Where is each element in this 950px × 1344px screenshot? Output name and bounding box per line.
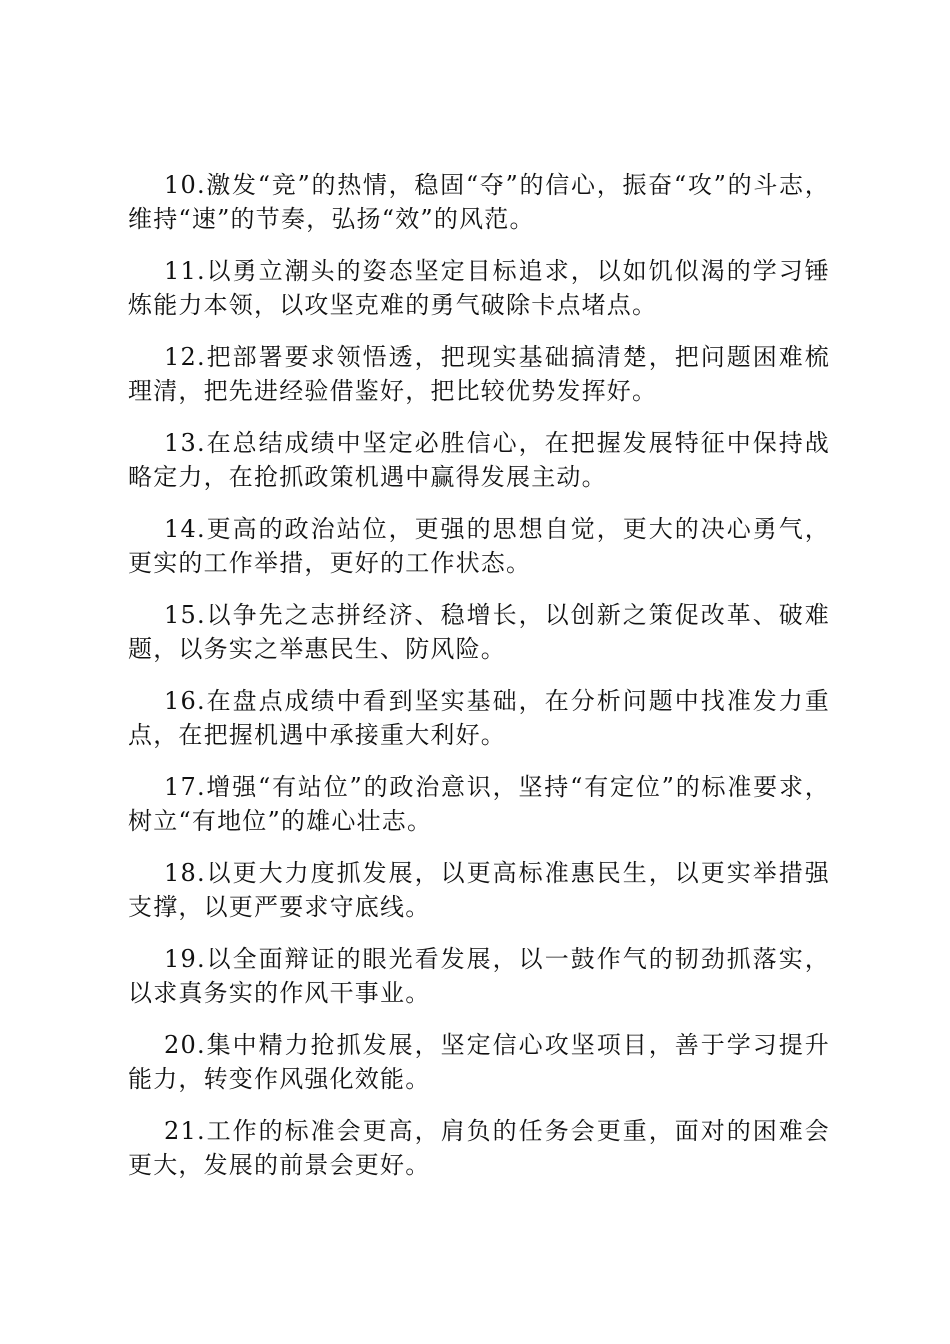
paragraph-16: 16.在盘点成绩中看到坚实基础，在分析问题中找准发力重点，在把握机遇中承接重大利好。 bbox=[128, 687, 830, 749]
document-body bbox=[128, 168, 830, 1200]
paragraph-21: 21.工作的标准会更高，肩负的任务会更重，面对的困难会更大，发展的前景会更好。 bbox=[128, 1117, 830, 1179]
paragraph-10: 10.激发“竞”的热情，稳固“夺”的信心，振奋“攻”的斗志，维持“速”的节奏，弘扬“效”的风范。 bbox=[128, 171, 830, 233]
paragraph-18: 18.以更大力度抓发展，以更高标准惠民生，以更实举措强支撑，以更严要求守底线。 bbox=[128, 859, 830, 921]
paragraph-20: 20.集中精力抢抓发展，坚定信心攻坚项目，善于学习提升能力，转变作风强化效能。 bbox=[128, 1031, 830, 1093]
paragraph-11: 11.以勇立潮头的姿态坚定目标追求，以如饥似渴的学习锤炼能力本领，以攻坚克难的勇气破除卡点堵点。 bbox=[128, 257, 830, 319]
paragraph-14: 14.更高的政治站位，更强的思想自觉，更大的决心勇气，更实的工作举措，更好的工作状态。 bbox=[128, 515, 830, 577]
paragraph-17: 17.增强“有站位”的政治意识，坚持“有定位”的标准要求，树立“有地位”的雄心壮志。 bbox=[128, 773, 830, 835]
paragraph-19: 19.以全面辩证的眼光看发展，以一鼓作气的韧劲抓落实，以求真务实的作风干事业。 bbox=[128, 945, 830, 1007]
paragraph-12: 12.把部署要求领悟透，把现实基础搞清楚，把问题困难梳理清，把先进经验借鉴好，把比较优势发挥好。 bbox=[128, 343, 830, 405]
paragraph-15: 15.以争先之志拼经济、稳增长，以创新之策促改革、破难题，以务实之举惠民生、防风险。 bbox=[128, 601, 830, 663]
paragraph-13: 13.在总结成绩中坚定必胜信心，在把握发展特征中保持战略定力，在抢抓政策机遇中赢得发展主动。 bbox=[128, 429, 830, 491]
